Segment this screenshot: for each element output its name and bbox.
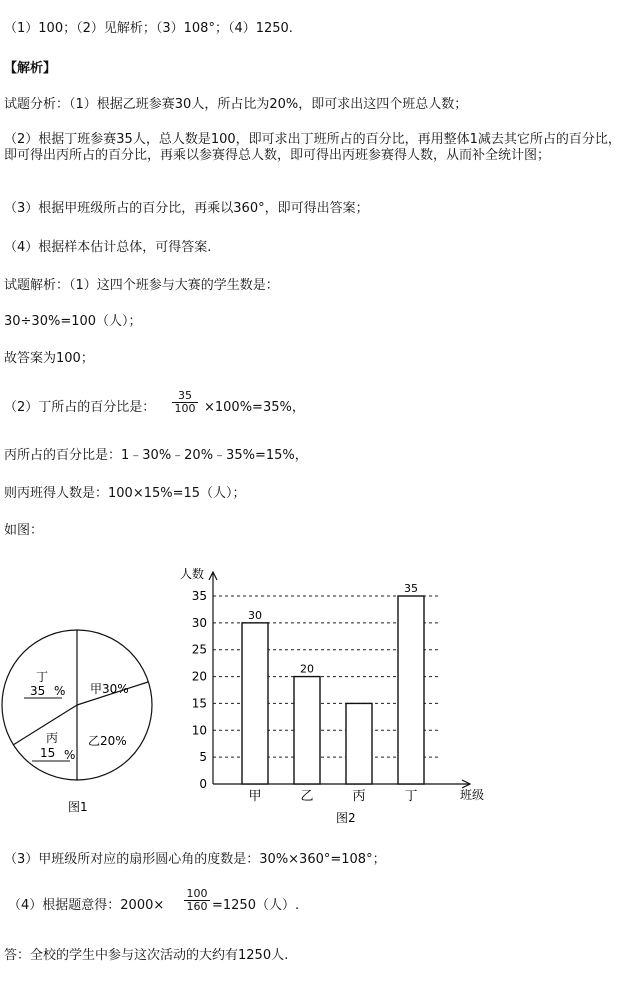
solution-s8: （3）甲班级所对应的扇形圆心角的度数是：30%×360°=108°； <box>4 852 386 867</box>
pie-label-jia: 甲30% <box>90 682 129 696</box>
data-label-1: 20 <box>300 662 314 676</box>
bar-labels <box>248 582 418 804</box>
analysis-p1: 试题分析：（1）根据乙班参赛30人，所占比为20%，即可求出这四个班总人数； <box>4 97 468 112</box>
solution-s2: 30÷30%=100（人）； <box>4 314 142 329</box>
bar-caption: 图2 <box>336 811 356 825</box>
pie-label-yi: 乙20% <box>88 734 127 748</box>
y-tick-label-35: 35 <box>191 589 207 603</box>
fraction-denominator: 100 <box>174 402 196 415</box>
data-label-3: 35 <box>404 582 418 595</box>
y-tick-label-10: 10 <box>191 723 207 738</box>
solution-s10: 答：全校的学生中参与这次活动的大约有1250人. <box>4 948 289 963</box>
bar-marks <box>242 596 424 784</box>
solution-s7: 如图： <box>4 523 44 538</box>
bar-chart-figure <box>170 560 500 830</box>
pie-label-bing: 丙 <box>46 731 59 745</box>
fraction-denominator: 160 <box>186 900 208 913</box>
solution-s6: 则丙班得人数是：100×15%=15（人）； <box>4 486 246 501</box>
solution-s3: 故答案为100； <box>4 351 94 366</box>
solution-s4-suffix: ×100%=35%， <box>204 400 305 415</box>
y-tick-label-15: 15 <box>191 696 207 711</box>
analysis-p4: （4）根据样本估计总体，可得答案. <box>4 240 212 255</box>
fraction-numerator: 35 <box>172 390 198 403</box>
bar-0 <box>242 623 268 784</box>
category-label-3: 丁 <box>404 789 418 804</box>
y-tick-label-5: 5 <box>199 750 207 765</box>
pie-caption: 图1 <box>68 800 88 814</box>
y-tick-label-20: 20 <box>191 669 207 684</box>
category-label-2: 丙 <box>352 789 366 804</box>
category-label-0: 甲 <box>248 789 262 804</box>
y-tick-label-0: 0 <box>199 777 207 791</box>
bar-xlabel: 班级 <box>460 788 485 802</box>
pie-unit-bing: % <box>64 748 76 762</box>
analysis-p2: （2）根据丁班参赛35人，总人数是100，即可求出丁班所占的百分比，再用整体1减去其它所占的百分比，即可得出丙所占的百分比，再乘以参赛得总人数，即可得出丙班参赛得人数，从而补全统计图； <box>4 132 621 163</box>
solution-s5: 丙所占的百分比是：1﹣30%﹣20%﹣35%=15%， <box>4 448 308 463</box>
solution-s1: 试题解析：（1）这四个班参与大赛的学生数是： <box>4 278 279 293</box>
answer-line: （1）100；（2）见解析；（3）108°；（4）1250. <box>4 21 293 36</box>
category-label-1: 乙 <box>300 789 314 804</box>
fraction-35-100 <box>172 390 198 415</box>
analysis-heading: 【解析】 <box>4 61 57 76</box>
solution-s4-prefix: （2）丁所占的百分比是： <box>4 400 156 415</box>
bar-ticks <box>192 589 207 791</box>
data-label-0: 30 <box>248 608 262 622</box>
pie-value-bing: 15 <box>40 746 56 760</box>
y-tick-label-30: 30 <box>191 615 207 630</box>
pie-label-ding: 丁 <box>36 670 49 684</box>
y-tick-label-25: 25 <box>191 642 207 657</box>
analysis-p3: （3）根据甲班级所占的百分比，再乘以360°，即可得出答案； <box>4 201 369 216</box>
pie-unit-ding: % <box>54 684 66 698</box>
pie-divider-left <box>13 705 77 745</box>
pie-value-ding: 35 <box>30 684 46 698</box>
fraction-numerator: 100 <box>184 888 210 901</box>
fraction-100-160 <box>184 888 210 913</box>
bar-3 <box>398 596 424 784</box>
bar-2 <box>346 703 372 784</box>
bar-ylabel: 人数 <box>180 567 205 581</box>
pie-chart-figure <box>0 625 160 825</box>
bar-1 <box>294 677 320 784</box>
solution-s9-suffix: =1250（人）. <box>212 898 300 913</box>
solution-s9-prefix: （4）根据题意得：2000× <box>8 898 165 913</box>
